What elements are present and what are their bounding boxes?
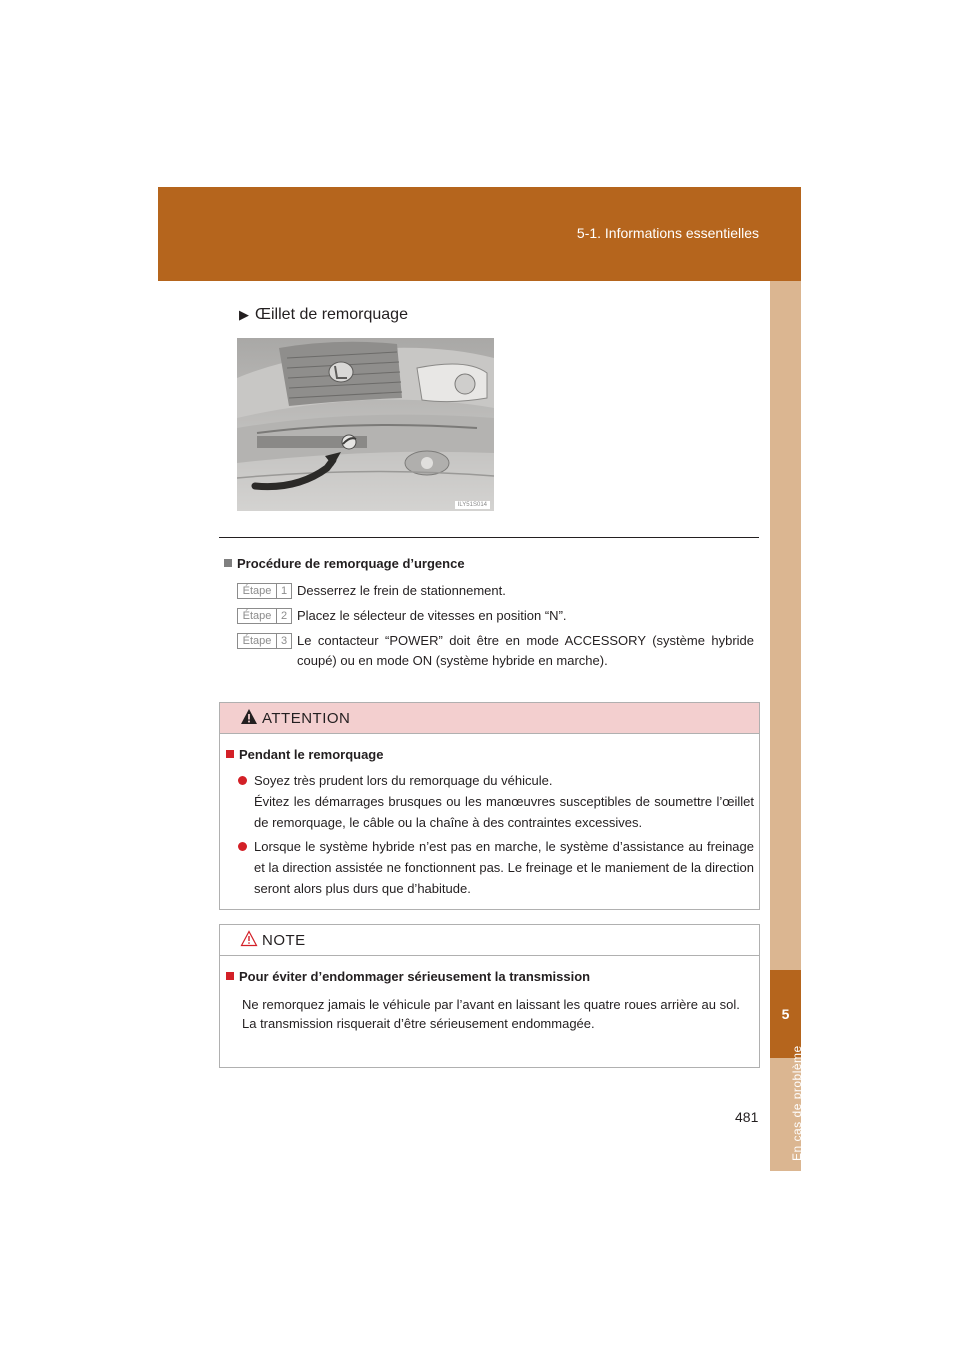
section-divider xyxy=(219,537,759,538)
attention-title xyxy=(226,747,383,762)
note-label: NOTE xyxy=(262,932,306,949)
note-box xyxy=(219,924,760,1068)
chapter-label: En cas de problème xyxy=(790,1045,804,1161)
chapter-number: 5 xyxy=(781,1006,790,1022)
page-number: 481 xyxy=(735,1109,759,1125)
step-word: Étape xyxy=(242,610,272,622)
step-text: Placez le sélecteur de vitesses en position “N”. xyxy=(297,608,567,623)
attention-item xyxy=(238,770,754,833)
attention-item-text: Soyez très prudent lors du remorquage du véhicule. Évitez les démarrages brusques ou les manœuvres susceptibles de soumettre l’œillet de remorquage, le câble ou la chaîne à des contraintes excessives. xyxy=(254,773,754,830)
step-badge xyxy=(237,583,292,599)
car-front-illustration xyxy=(237,338,494,511)
square-bullet-icon xyxy=(226,750,234,758)
step-number: 3 xyxy=(276,634,291,648)
note-header xyxy=(220,925,759,956)
warning-icon xyxy=(240,708,258,725)
step-word: Étape xyxy=(242,585,272,597)
attention-header xyxy=(220,703,759,734)
towing-eye-heading-text: Œillet de remorquage xyxy=(255,306,408,323)
attention-box xyxy=(219,702,760,910)
round-bullet-icon xyxy=(238,776,247,785)
towing-eye-heading xyxy=(239,306,408,324)
step-badge xyxy=(237,608,292,624)
attention-label: ATTENTION xyxy=(262,710,351,727)
procedure-title-text: Procédure de remorquage d’urgence xyxy=(237,556,465,571)
step-text: Desserrez le frein de stationnement. xyxy=(297,583,506,598)
note-title-text: Pour éviter d’endommager sérieusement la transmission xyxy=(239,969,591,984)
step-text: Le contacteur “POWER” doit être en mode ACCESSORY (système hybride coupé) ou en mode ON (système hybride en marche). xyxy=(297,633,754,668)
chapter-label-wrap xyxy=(776,1045,804,1173)
note-title xyxy=(226,969,590,984)
square-bullet-icon xyxy=(226,972,234,980)
attention-item-text: Lorsque le système hybride n’est pas en marche, le système d’assistance au freinage et la direction assistée ne fonctionnent pas. Le freinage et le maniement de la direction seront alors plus durs que d’habitude. xyxy=(254,839,754,896)
section-title: 5-1. Informations essentielles xyxy=(576,225,759,241)
note-body: Ne remorquez jamais le véhicule par l’avant en laissant les quatre roues arrière au sol. La transmission risquerait d’être sérieusement endommagée. xyxy=(242,997,740,1031)
header-band xyxy=(158,187,801,281)
step-number: 1 xyxy=(276,584,291,598)
caution-outline-icon xyxy=(240,930,258,947)
step-word: Étape xyxy=(242,635,272,647)
attention-title-text: Pendant le remorquage xyxy=(239,747,384,762)
towing-eye-illustration xyxy=(237,338,494,511)
square-bullet-icon xyxy=(224,559,232,567)
attention-item xyxy=(238,836,754,899)
image-code: ILY51S014 xyxy=(455,501,490,509)
step-badge xyxy=(237,633,292,649)
triangle-bullet-icon: ▶ xyxy=(239,307,249,322)
procedure-title xyxy=(224,556,465,571)
round-bullet-icon xyxy=(238,842,247,851)
step-number: 2 xyxy=(276,609,291,623)
